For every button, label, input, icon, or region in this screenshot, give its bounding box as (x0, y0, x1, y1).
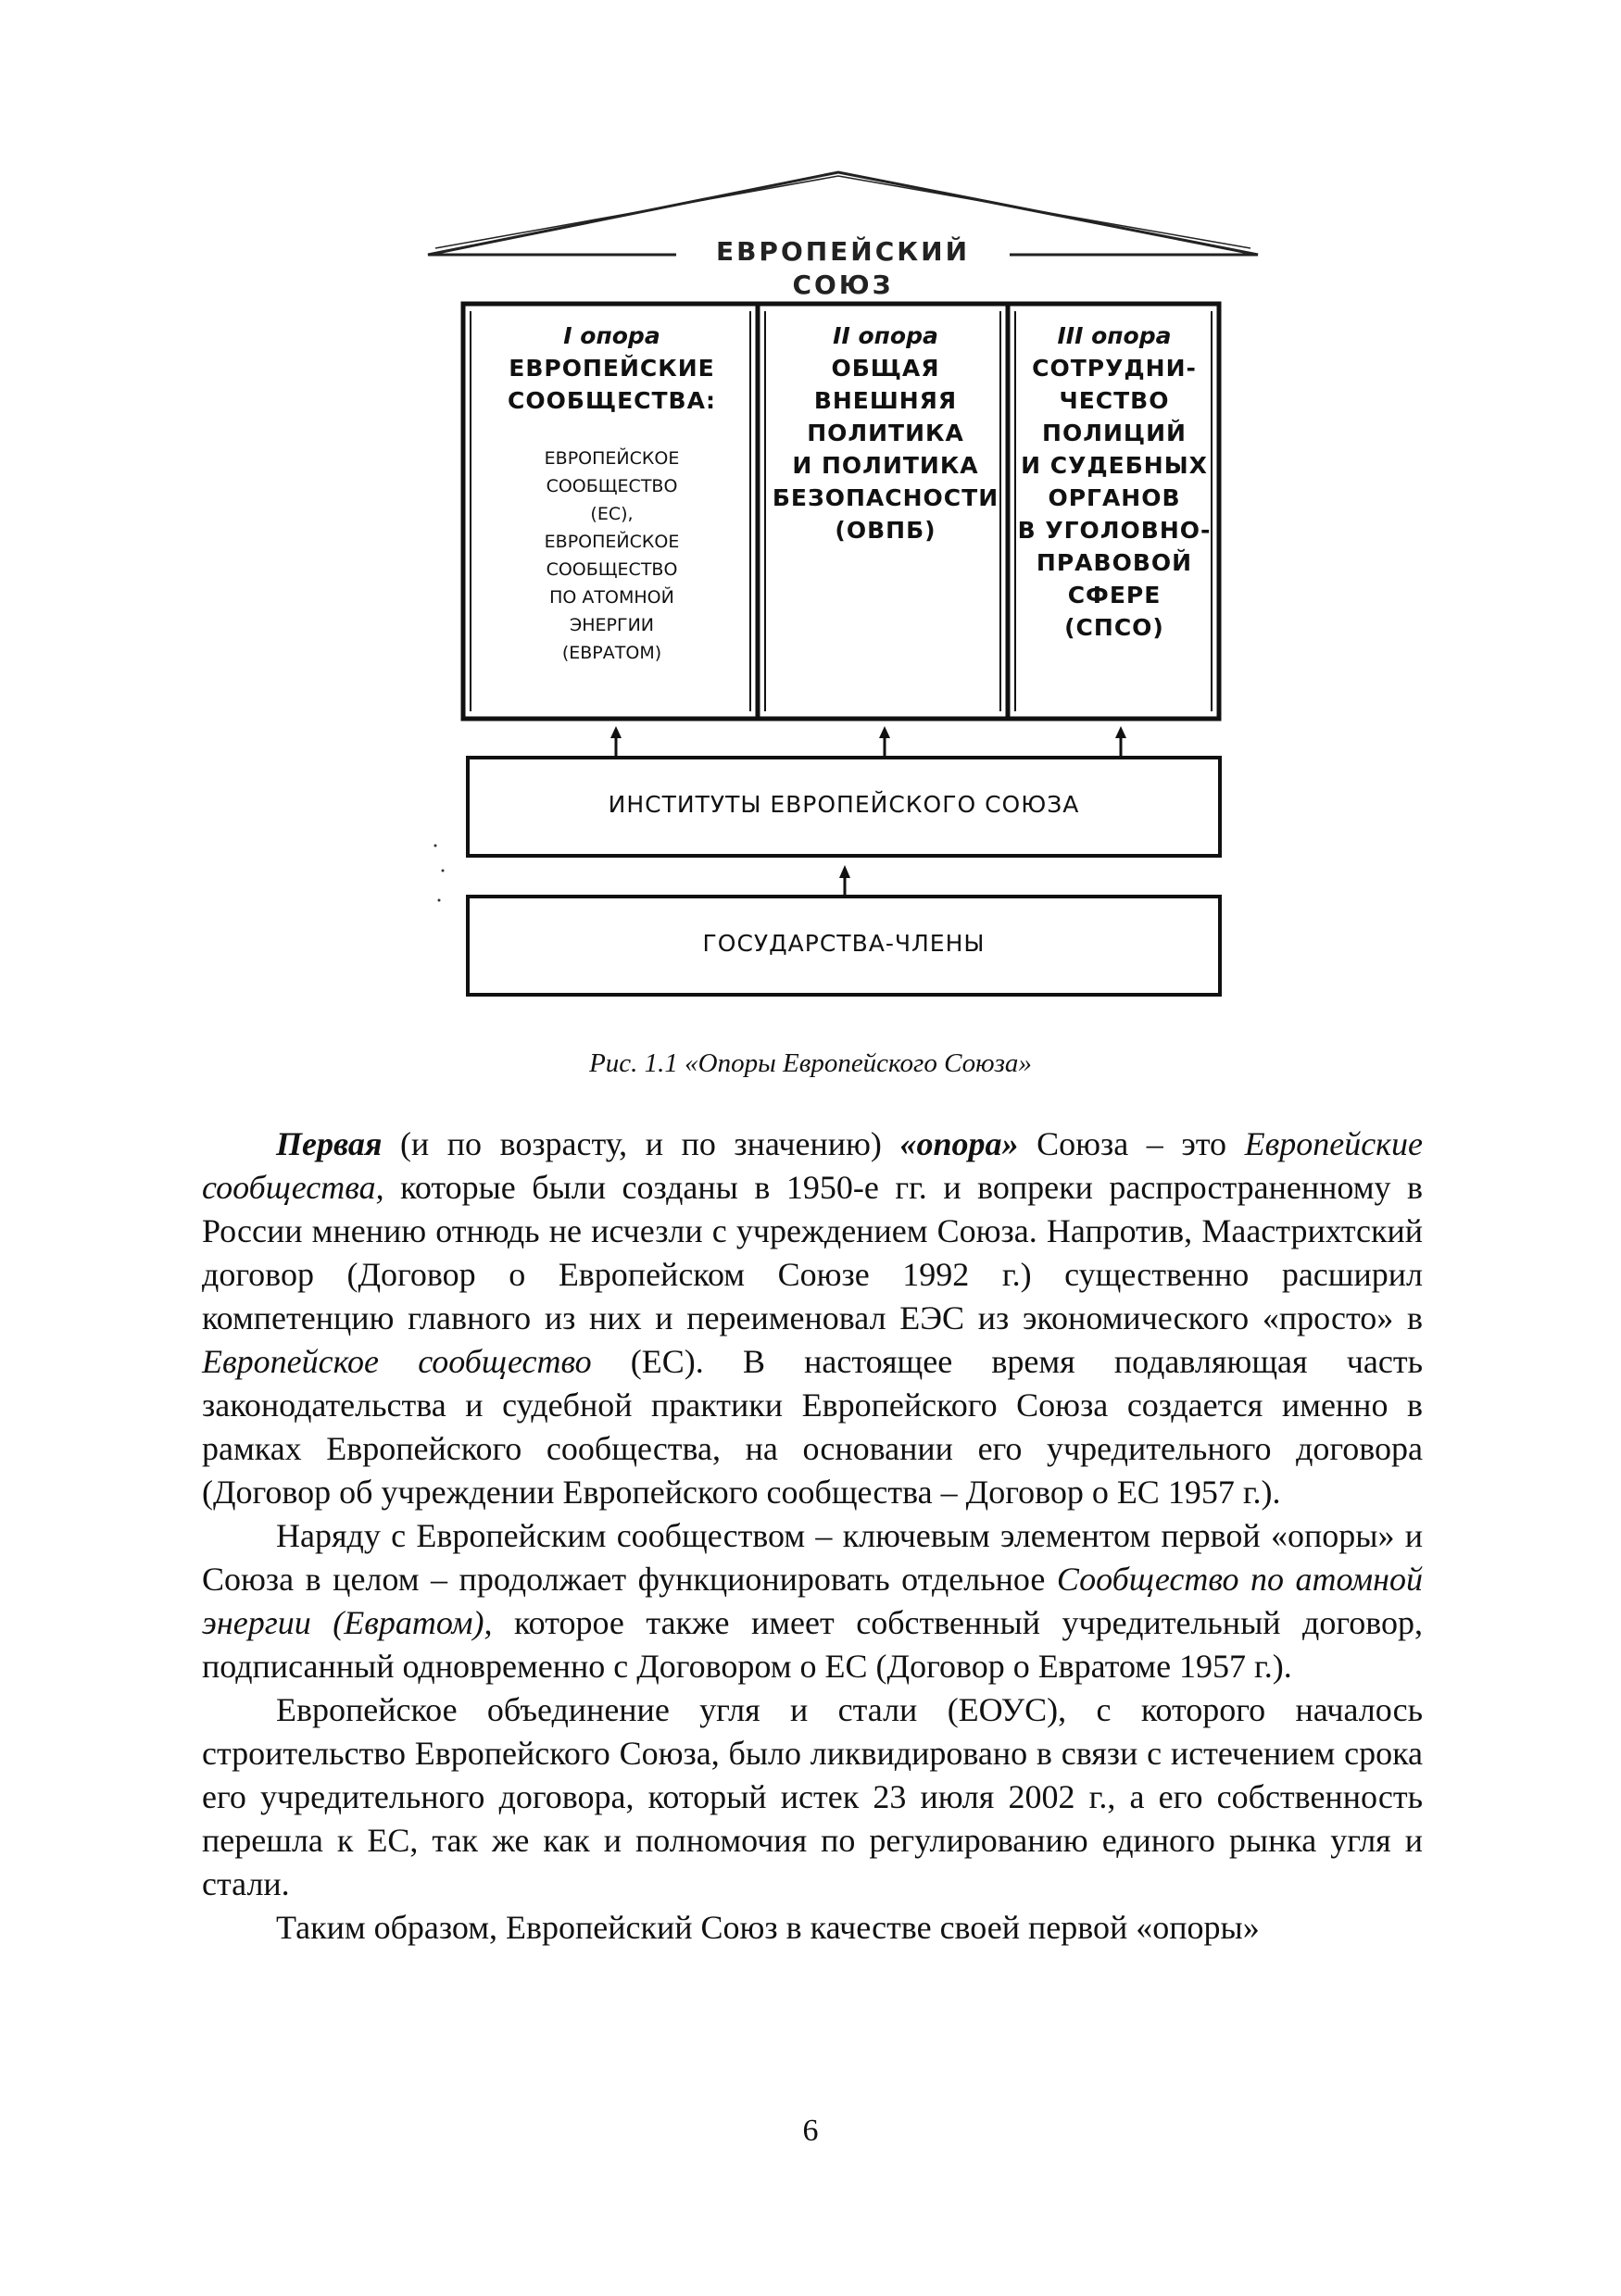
pillar-3-title: СОТРУДНИ- ЧЕСТВО ПОЛИЦИЙ И СУДЕБНЫХ ОРГАНОВ В УГОЛОВНО- ПРАВОВОЙ СФЕРЕ (СПСО) (1017, 355, 1212, 641)
emphasis-term: Европейские сообщества, (202, 1125, 1423, 1206)
text-run: которые были созданы в 1950-е гг. и вопреки распространенному в России мнению отнюдь не исчезли с учреждением Союза. Напротив, Маастрихтский договор (Договор о Европейском Союзе 1992 г.) существенно расширил компетенцию главного из них и переименовал ЕЭС из экономического «просто» в (202, 1169, 1423, 1336)
paragraph-3: Европейское объединение угля и стали (ЕОУС), с которого началось строительство Европейского Союза, было ликвидировано в связи с истечением срока его учредительного договора, который истек 23 июля 2002 г., а его собственность перешла к ЕС, так же как и полномочия по регулированию единого рынка угля и стали. (202, 1691, 1423, 1902)
arrow-2 (879, 726, 890, 738)
pillar-1 (471, 311, 753, 708)
text-run: которое также имеет собственный учредительный договор, подписанный одновременно с Договором о ЕС (Договор о Евратоме 1957 г.). (202, 1604, 1423, 1685)
text-run: Наряду с Европейским сообществом – ключевым элементом первой «опоры» и Союза в целом – продолжает функционировать отдельное (202, 1517, 1423, 1598)
text-run: Союза – это (1018, 1125, 1245, 1162)
pillar-2-number: II опора (833, 322, 938, 349)
members-label: ГОСУДАРСТВА-ЧЛЕНЫ (702, 930, 986, 957)
pillar-2-title: ОБЩАЯ ВНЕШНЯЯ ПОЛИТИКА И ПОЛИТИКА БЕЗОПАСНОСТИ (ОВПБ) (772, 355, 999, 544)
pillar-1-subtitle: ЕВРОПЕЙСКОЕ СООБЩЕСТВО (ЕС), ЕВРОПЕЙСКОЕ СООБЩЕСТВО ПО АТОМНОЙ ЭНЕРГИИ (ЕВРАТОМ) (544, 448, 680, 663)
figure-caption: Рис. 1.1 «Опоры Европейского Союза» (589, 1048, 1032, 1078)
pillar-3 (1017, 311, 1212, 708)
emphasis-term: Европейское сообщество (202, 1343, 592, 1380)
page-number: 6 (802, 2114, 819, 2148)
emphasis-term: «опора» (899, 1125, 1019, 1162)
text-run: (и по возрасту, и по значению) (382, 1125, 900, 1162)
emphasis-term: Сообщество по атомной энергии (Евратом), (202, 1561, 1423, 1641)
paragraph-1 (202, 1123, 1423, 1514)
institutions-label: ИНСТИТУТЫ ЕВРОПЕЙСКОГО СОЮЗА (608, 791, 1080, 818)
arrow-4 (839, 865, 850, 878)
pillar-3-number: III опора (1057, 322, 1172, 349)
pillar-1-title: ЕВРОПЕЙСКИЕ СООБЩЕСТВА: (508, 355, 716, 414)
arrow-3 (1115, 726, 1126, 738)
pillar-2 (767, 311, 1004, 708)
paragraph-4: Таким образом, Европейский Союз в качестве своей первой «опоры» (276, 1909, 1260, 1946)
eu-pillars-diagram (0, 0, 1621, 1028)
paragraph-2 (202, 1514, 1423, 1688)
body-text (202, 1123, 1423, 1950)
text-run: (ЕС). В настоящее время подавляющая часть законодательства и судебной практики Европейского Союза создается именно в рамках Европейского сообщества, на основании его учредительного договора (Договор об учреждении Европейского сообщества – Договор о ЕС 1957 г.). (202, 1343, 1423, 1511)
arrow-1 (610, 726, 622, 738)
banner-eu: ЕВРОПЕЙСКИЙ СОЮЗ (676, 235, 1010, 269)
pillar-1-number: I опора (563, 322, 660, 349)
lead-word: Первая (276, 1125, 383, 1162)
